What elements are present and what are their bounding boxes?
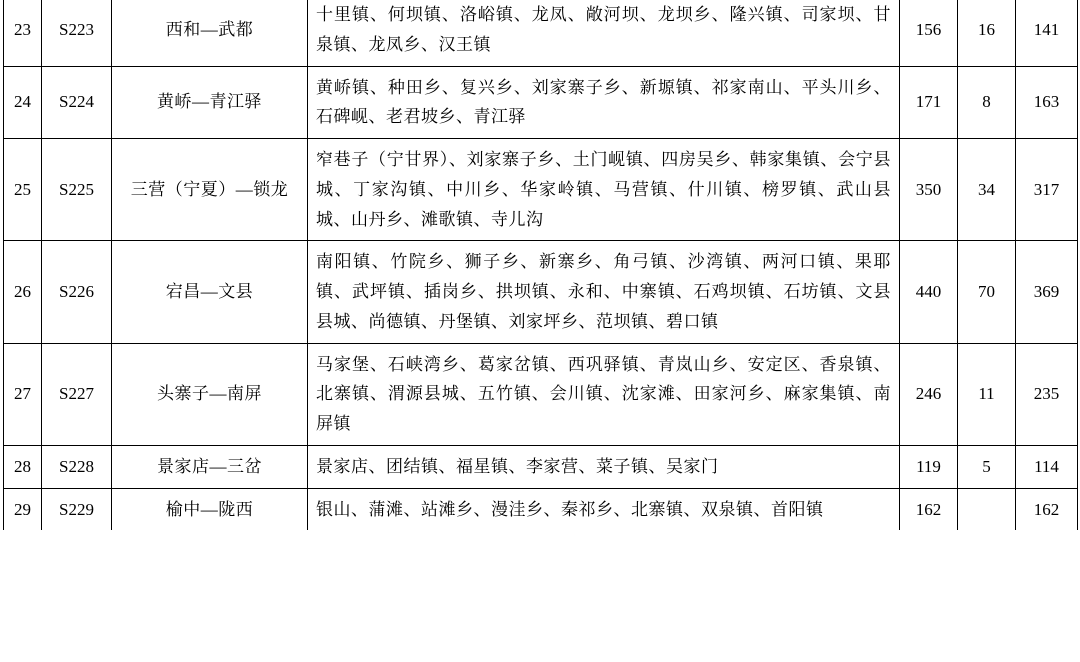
row-value-b: 369 <box>1016 241 1078 343</box>
table-body <box>4 0 1078 530</box>
row-code: S225 <box>42 139 112 241</box>
row-name: 黄峤—青江驿 <box>112 66 308 139</box>
row-value-a: 34 <box>958 139 1016 241</box>
row-value-a: 11 <box>958 343 1016 445</box>
row-index: 26 <box>4 241 42 343</box>
table-row <box>4 445 1078 488</box>
row-index: 29 <box>4 488 42 530</box>
row-index: 28 <box>4 445 42 488</box>
row-towns: 银山、蒲滩、站滩乡、漫洼乡、秦祁乡、北寨镇、双泉镇、首阳镇 <box>308 488 900 530</box>
row-index: 27 <box>4 343 42 445</box>
row-value-b: 317 <box>1016 139 1078 241</box>
row-name: 头寨子—南屏 <box>112 343 308 445</box>
row-total: 119 <box>900 445 958 488</box>
row-total: 162 <box>900 488 958 530</box>
row-towns: 南阳镇、竹院乡、狮子乡、新寨乡、角弓镇、沙湾镇、两河口镇、果耶镇、武坪镇、插岗乡、拱坝镇、永和、中寨镇、石鸡坝镇、石坊镇、文县县城、尚德镇、丹堡镇、刘家坪乡、范坝镇、碧口镇 <box>308 241 900 343</box>
row-towns: 十里镇、何坝镇、洛峪镇、龙凤、敞河坝、龙坝乡、隆兴镇、司家坝、甘泉镇、龙凤乡、汉王镇 <box>308 0 900 66</box>
row-name: 宕昌—文县 <box>112 241 308 343</box>
row-total: 171 <box>900 66 958 139</box>
row-total: 246 <box>900 343 958 445</box>
row-value-b: 162 <box>1016 488 1078 530</box>
row-total: 350 <box>900 139 958 241</box>
row-code: S227 <box>42 343 112 445</box>
row-towns: 景家店、团结镇、福星镇、李家营、菜子镇、吴家门 <box>308 445 900 488</box>
table-row <box>4 343 1078 445</box>
row-code: S223 <box>42 0 112 66</box>
table-row <box>4 241 1078 343</box>
row-value-b: 235 <box>1016 343 1078 445</box>
row-name: 三营（宁夏）—锁龙 <box>112 139 308 241</box>
row-total: 156 <box>900 0 958 66</box>
row-value-b: 163 <box>1016 66 1078 139</box>
row-index: 25 <box>4 139 42 241</box>
row-value-b: 114 <box>1016 445 1078 488</box>
row-value-a: 8 <box>958 66 1016 139</box>
row-index: 23 <box>4 0 42 66</box>
row-code: S226 <box>42 241 112 343</box>
row-code: S229 <box>42 488 112 530</box>
row-code: S228 <box>42 445 112 488</box>
row-towns: 马家堡、石峡湾乡、葛家岔镇、西巩驿镇、青岚山乡、安定区、香泉镇、北寨镇、渭源县城、五竹镇、会川镇、沈家滩、田家河乡、麻家集镇、南屏镇 <box>308 343 900 445</box>
row-towns: 黄峤镇、种田乡、复兴乡、刘家寨子乡、新塬镇、祁家南山、平头川乡、石碑岘、老君坡乡、青江驿 <box>308 66 900 139</box>
row-value-b: 141 <box>1016 0 1078 66</box>
row-value-a: 5 <box>958 445 1016 488</box>
row-code: S224 <box>42 66 112 139</box>
table-row <box>4 0 1078 66</box>
row-towns: 窄巷子（宁甘界）、刘家寨子乡、土门岘镇、四房吴乡、韩家集镇、会宁县城、丁家沟镇、中川乡、华家岭镇、马营镇、什川镇、榜罗镇、武山县城、山丹乡、滩歌镇、寺儿沟 <box>308 139 900 241</box>
row-name: 景家店—三岔 <box>112 445 308 488</box>
table-row <box>4 139 1078 241</box>
row-value-a <box>958 488 1016 530</box>
table-row <box>4 488 1078 530</box>
row-value-a: 70 <box>958 241 1016 343</box>
row-name: 西和—武都 <box>112 0 308 66</box>
row-total: 440 <box>900 241 958 343</box>
row-name: 榆中—陇西 <box>112 488 308 530</box>
route-table <box>3 0 1078 530</box>
table-row <box>4 66 1078 139</box>
row-index: 24 <box>4 66 42 139</box>
row-value-a: 16 <box>958 0 1016 66</box>
